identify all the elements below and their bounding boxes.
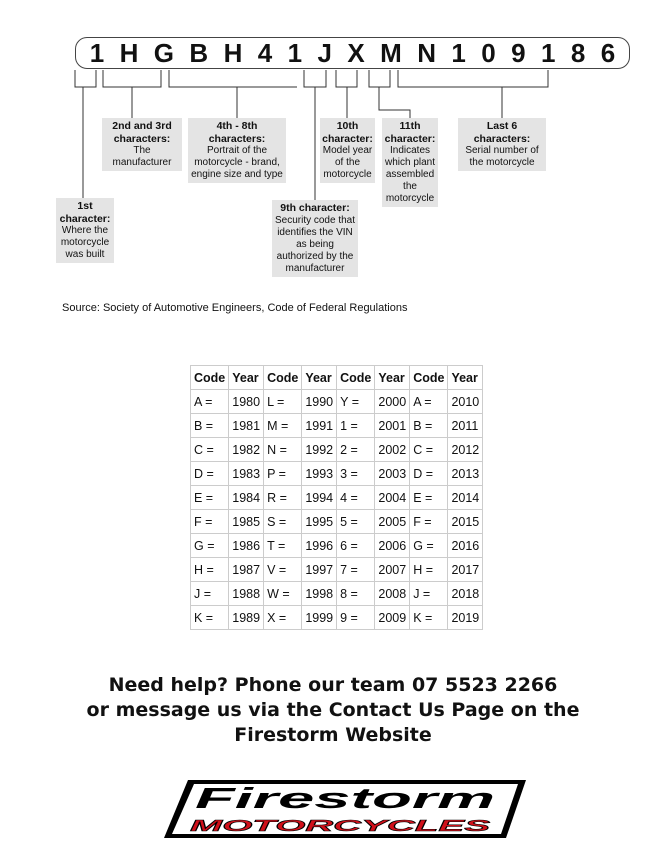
bracket-4-8	[169, 70, 297, 118]
table-cell: D =	[191, 462, 229, 486]
table-cell: 2013	[448, 462, 483, 486]
table-row	[191, 510, 483, 534]
table-row	[191, 534, 483, 558]
table-row	[191, 558, 483, 582]
column-header: Year	[448, 366, 483, 390]
table-cell: 1984	[229, 486, 264, 510]
table-cell: 7 =	[337, 558, 375, 582]
year-code-table	[190, 365, 483, 630]
label-11th: 11th character: Indicates which plant assembled the motorcycle	[382, 118, 438, 207]
column-header: Code	[264, 366, 302, 390]
table-cell: 1983	[229, 462, 264, 486]
table-cell: C =	[191, 438, 229, 462]
table-header-row	[191, 366, 483, 390]
table-cell: B =	[410, 414, 448, 438]
table-cell: 2003	[375, 462, 410, 486]
table-cell: 1980	[229, 390, 264, 414]
bracket-10	[336, 70, 357, 118]
table-cell: 6 =	[337, 534, 375, 558]
table-row	[191, 606, 483, 630]
table-row	[191, 582, 483, 606]
logo-line2: MOTORCYCLES	[190, 818, 491, 835]
table-cell: 1981	[229, 414, 264, 438]
table-row	[191, 390, 483, 414]
table-cell: 1987	[229, 558, 264, 582]
table-cell: T =	[264, 534, 302, 558]
table-cell: B =	[191, 414, 229, 438]
table-cell: L =	[264, 390, 302, 414]
table-cell: 3 =	[337, 462, 375, 486]
vin-character: 1	[287, 37, 303, 68]
vin-character: 4	[257, 37, 273, 68]
table-cell: 2015	[448, 510, 483, 534]
vin-character: X	[347, 37, 365, 68]
column-header: Code	[191, 366, 229, 390]
label-1st: 1st character: Where the motorcycle was built	[56, 198, 114, 263]
table-cell: K =	[191, 606, 229, 630]
table-row	[191, 486, 483, 510]
bracket-11	[369, 70, 410, 118]
bracket-last6	[398, 70, 548, 118]
table-cell: 2004	[375, 486, 410, 510]
table-cell: H =	[410, 558, 448, 582]
table-cell: W =	[264, 582, 302, 606]
table-cell: 1995	[302, 510, 337, 534]
table-cell: 2016	[448, 534, 483, 558]
table-cell: A =	[410, 390, 448, 414]
vin-character: 1	[451, 37, 466, 68]
vin-character: 8	[570, 37, 586, 68]
vin-character: N	[417, 37, 437, 68]
table-cell: 2001	[375, 414, 410, 438]
help-message: Need help? Phone our team 07 5523 2266 or message us via the Contact Us Page on the Firestorm Website	[86, 674, 580, 746]
table-cell: 1994	[302, 486, 337, 510]
table-cell: 1996	[302, 534, 337, 558]
table-cell: 1998	[302, 582, 337, 606]
table-cell: 1986	[229, 534, 264, 558]
table-cell: 9 =	[337, 606, 375, 630]
table-cell: 1988	[229, 582, 264, 606]
table-cell: 2007	[375, 558, 410, 582]
table-cell: F =	[410, 510, 448, 534]
source-note: Source: Society of Automotive Engineers, Code of Federal Regulations	[62, 302, 408, 314]
label-10th: 10th character: Model year of the motorcycle	[320, 118, 375, 183]
table-cell: V =	[264, 558, 302, 582]
table-cell: J =	[191, 582, 229, 606]
column-header: Year	[229, 366, 264, 390]
table-cell: 4 =	[337, 486, 375, 510]
table-cell: 5 =	[337, 510, 375, 534]
table-cell: 2002	[375, 438, 410, 462]
table-cell: 2000	[375, 390, 410, 414]
column-header: Year	[375, 366, 410, 390]
table-cell: G =	[191, 534, 229, 558]
label-9th: 9th character: Security code that identifies the VIN as being authorized by the manufacturer	[272, 200, 358, 277]
table-cell: 2019	[448, 606, 483, 630]
vin-character: M	[380, 37, 402, 68]
logo-line1: Firestorm	[195, 783, 495, 815]
table-cell: C =	[410, 438, 448, 462]
table-cell: 1997	[302, 558, 337, 582]
vin-character: 1	[89, 37, 105, 68]
table-cell: 2005	[375, 510, 410, 534]
table-cell: M =	[264, 414, 302, 438]
table-cell: 8 =	[337, 582, 375, 606]
table-cell: 1990	[302, 390, 337, 414]
table-cell: Y =	[337, 390, 375, 414]
vin-character: 6	[600, 37, 616, 68]
label-2nd-3rd: 2nd and 3rd characters: The manufacturer	[102, 118, 182, 171]
column-header: Year	[302, 366, 337, 390]
table-cell: J =	[410, 582, 448, 606]
vin-character: G	[153, 37, 174, 68]
bracket-2-3	[103, 70, 161, 118]
table-cell: R =	[264, 486, 302, 510]
table-cell: H =	[191, 558, 229, 582]
table-cell: E =	[191, 486, 229, 510]
table-cell: F =	[191, 510, 229, 534]
table-row	[191, 462, 483, 486]
table-cell: 2009	[375, 606, 410, 630]
table-cell: 1982	[229, 438, 264, 462]
table-cell: X =	[264, 606, 302, 630]
column-header: Code	[410, 366, 448, 390]
table-cell: E =	[410, 486, 448, 510]
table-cell: 1 =	[337, 414, 375, 438]
table-cell: D =	[410, 462, 448, 486]
table-cell: 2014	[448, 486, 483, 510]
vin-character: J	[317, 37, 332, 68]
firestorm-logo	[160, 778, 530, 840]
table-cell: 2008	[375, 582, 410, 606]
vin-character: H	[223, 37, 243, 68]
table-cell: 2012	[448, 438, 483, 462]
column-header: Code	[337, 366, 375, 390]
table-cell: 2011	[448, 414, 483, 438]
table-cell: P =	[264, 462, 302, 486]
table-cell: 1999	[302, 606, 337, 630]
table-cell: 2010	[448, 390, 483, 414]
table-cell: N =	[264, 438, 302, 462]
table-cell: 2 =	[337, 438, 375, 462]
table-cell: 1989	[229, 606, 264, 630]
label-4th-8th: 4th - 8th characters: Portrait of the motorcycle - brand, engine size and type	[188, 118, 286, 183]
table-cell: S =	[264, 510, 302, 534]
table-cell: K =	[410, 606, 448, 630]
table-cell: 1992	[302, 438, 337, 462]
table-cell: 2017	[448, 558, 483, 582]
label-last6: Last 6 characters: Serial number of the motorcycle	[458, 118, 546, 171]
table-row	[191, 438, 483, 462]
table-cell: 1993	[302, 462, 337, 486]
table-cell: A =	[191, 390, 229, 414]
table-cell: 2018	[448, 582, 483, 606]
table-row	[191, 414, 483, 438]
vin-character: B	[189, 37, 209, 68]
vin-character: 9	[511, 37, 526, 68]
table-cell: G =	[410, 534, 448, 558]
table-cell: 2006	[375, 534, 410, 558]
vin-character: 0	[481, 37, 496, 68]
table-cell: 1985	[229, 510, 264, 534]
vin-character: H	[119, 37, 139, 68]
bracket-1	[75, 70, 96, 198]
table-cell: 1991	[302, 414, 337, 438]
vin-character: 1	[541, 37, 556, 68]
